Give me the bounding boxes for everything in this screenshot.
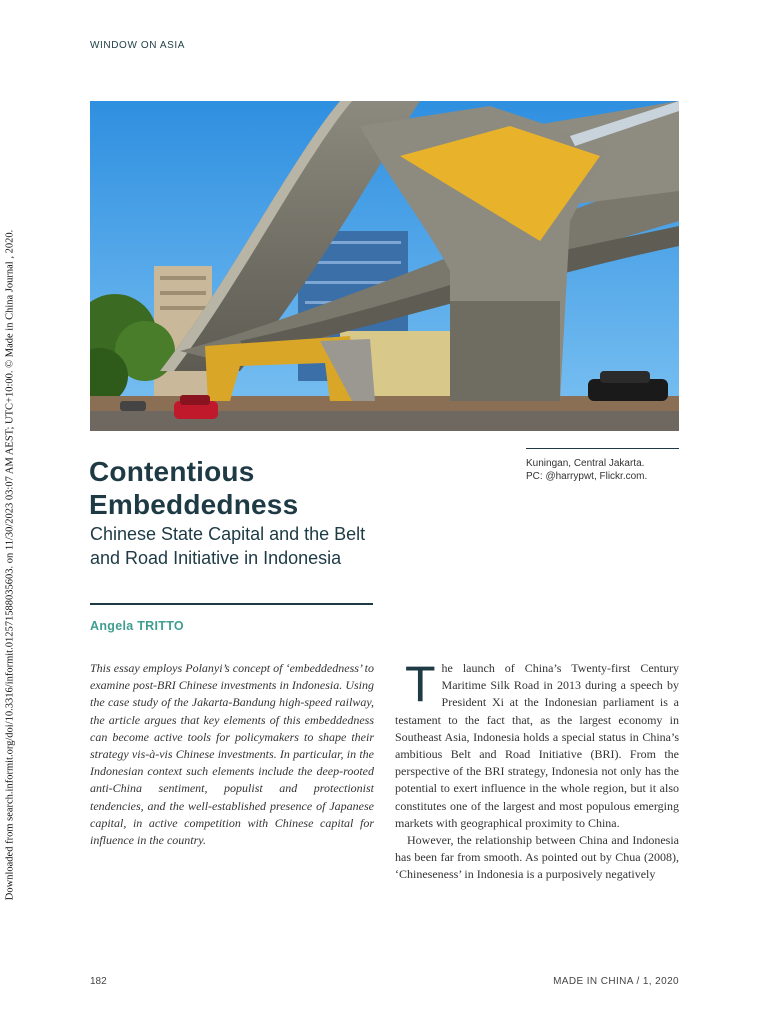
page-number: 182 (90, 976, 107, 987)
paragraph-1-text: he launch of China’s Twenty-first Century Maritime Silk Road in 2013 during a speech by President Xi at the Indonesian parliament is a testament to the fact that, as the largest economy in Southeast Asia, Indonesia holds a special status in China’s ambitious Belt and Road Initiative (BRI). From the perspective of the BRI strategy, Indonesia not only has the potential to exert influence in the whole region, but it also constitutes one of the largest and most populous emerging markets with geographical proximity to China. (395, 661, 679, 830)
download-notice-text: Downloaded from search.informit.org/doi/10.3316/informit.012571588035603. on 11/30/2023 03:07 AM AEST; UTC+10:00. © Made in China Journal , 2020. (4, 229, 16, 901)
caption-credit: PC: @harrypwt, Flickr.com. (526, 471, 648, 482)
author-name: Angela TRITTO (90, 619, 184, 633)
article-subtitle: Chinese State Capital and the Belt and Road Initiative in Indonesia (90, 524, 366, 568)
title-line-2: Embeddedness (89, 489, 299, 520)
article-photo (90, 101, 679, 431)
abstract: This essay employs Polanyi’s concept of ‘embeddedness’ to examine post-BRI Chinese investments in Indonesia. Using the case study of the Jakarta-Bandung high-speed railway, the article argues that key elements of this embeddedness can become active tools for policymakers to shape their strategy vis-à-vis Chinese investments. In particular, in the Indonesian context such elements include the deep-rooted anti-China sentiment, populist and protectionist tendencies, and the well-established presence of Japanese capital, in active competition with Chinese capital for influence in the country. (90, 661, 374, 848)
download-notice (2, 180, 18, 950)
article-title (89, 455, 298, 521)
title-divider (90, 603, 373, 605)
drop-cap: T (405, 656, 436, 712)
body-paragraph-1 (395, 656, 679, 832)
body-paragraph-2 (395, 832, 679, 884)
article-body (395, 656, 679, 884)
title-line-1: Contentious (89, 456, 255, 487)
caption-location: Kuningan, Central Jakarta. (526, 458, 645, 469)
section-label: WINDOW ON ASIA (90, 40, 186, 51)
journal-footer: MADE IN CHINA / 1, 2020 (553, 976, 679, 987)
photo-caption (526, 448, 679, 483)
paragraph-2-text: However, the relationship between China and Indonesia has been far from smooth. As pointed out by Chua (2008), ‘Chineseness’ in Indonesia is a purposively negatively (395, 833, 679, 882)
